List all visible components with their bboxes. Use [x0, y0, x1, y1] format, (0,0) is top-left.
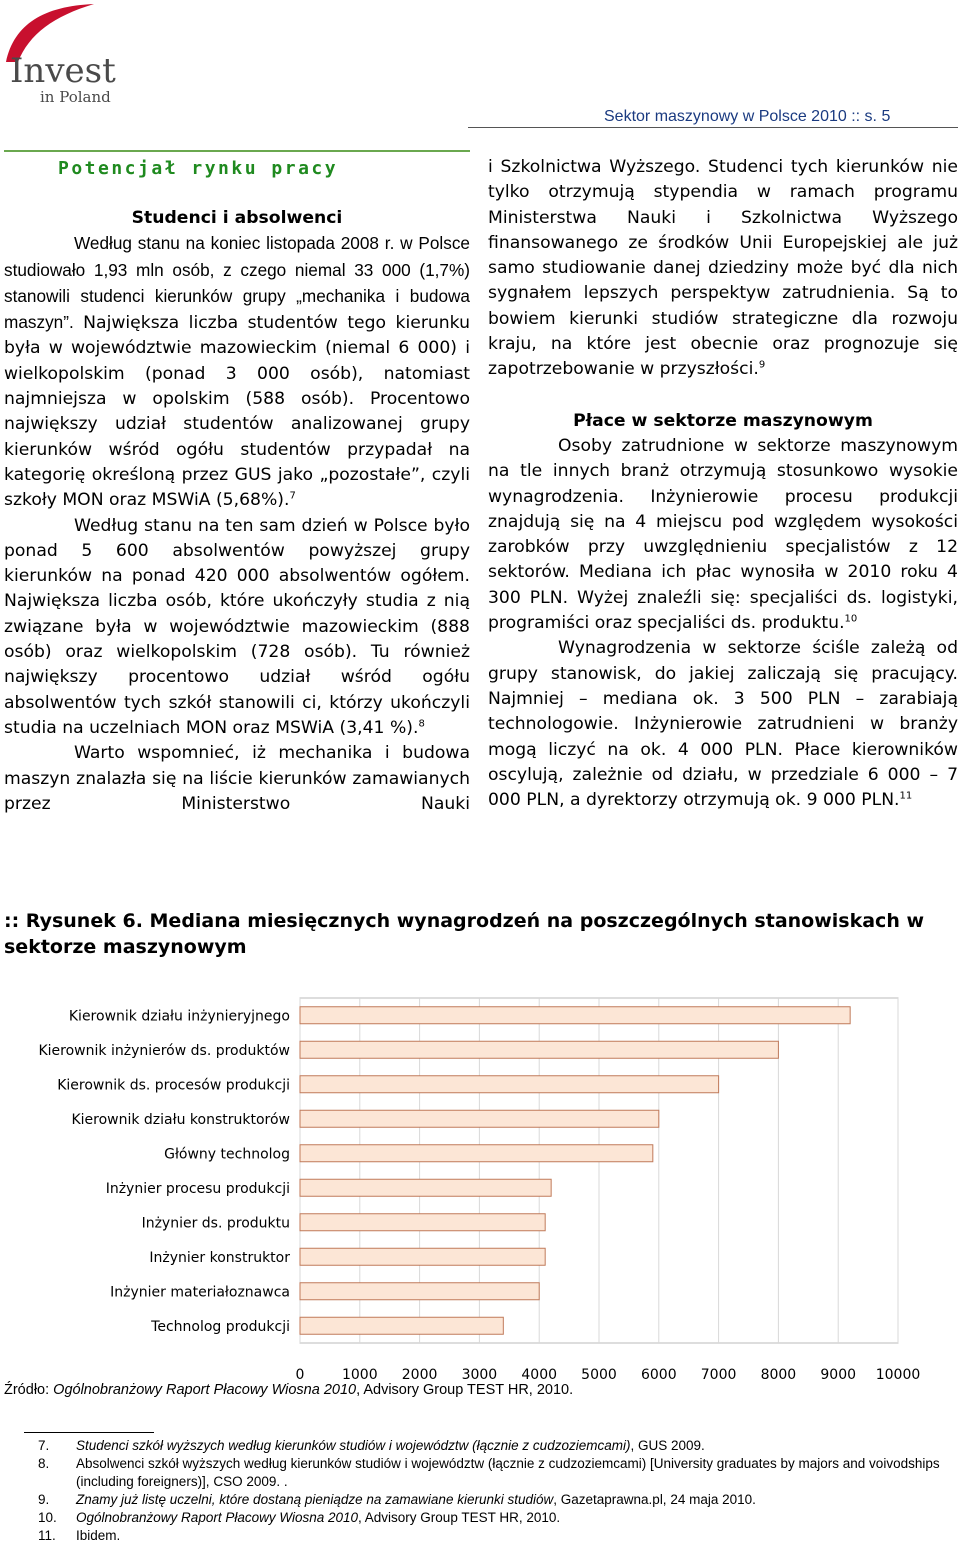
- category-label: Inżynier procesu produkcji: [105, 1180, 290, 1197]
- footnote-ref-10: 10: [844, 613, 858, 625]
- category-label: Inżynier konstruktor: [149, 1249, 290, 1266]
- bar: [300, 1041, 778, 1058]
- source-suffix: , Advisory Group TEST HR, 2010.: [356, 1382, 574, 1398]
- footnote-divider: [24, 1432, 154, 1433]
- bar: [300, 1317, 503, 1334]
- chart-svg: [0, 990, 960, 1390]
- footnote-item: [0, 1437, 940, 1455]
- section-divider: [4, 150, 470, 152]
- category-label: Inżynier materiałoznawca: [110, 1284, 290, 1301]
- category-label: Główny technolog: [164, 1146, 290, 1163]
- footnote-ref-8: 8: [418, 718, 425, 730]
- bar: [300, 1214, 545, 1231]
- x-tick-label: 7000: [700, 1367, 737, 1383]
- logo-text-invest: Invest: [10, 51, 116, 91]
- x-tick-label: 6000: [640, 1367, 677, 1383]
- left-paragraph-2: [4, 514, 470, 742]
- x-tick-label: 2000: [401, 1367, 438, 1383]
- category-label: Kierownik ds. procesów produkcji: [57, 1077, 290, 1094]
- right-paragraph-3: [488, 636, 958, 813]
- logo-text-in-poland: in Poland: [40, 88, 111, 106]
- source-title: Ogólnobranżowy Raport Płacowy Wiosna 2010: [53, 1382, 357, 1398]
- right-paragraph-1-text: i Szkolnictwa Wyższego. Studenci tych kierunków nie tylko otrzymują stypendia w ramach programu Ministerstwa Nauki i Szkolnictwa Wyższego finansowanego ze środków Unii Europejskiej ale już samo studiowanie danej dziedziny może być dla nich sygnałem lepszych perspektyw zatrudnienia. Są to bowiem kierunki studiów strategiczne dla rozwoju kraju, na które jest obecnie oraz prognozuje się zapotrzebowanie w przyszłości.: [488, 157, 958, 380]
- footnote-item: [0, 1527, 940, 1545]
- x-tick-label: 8000: [760, 1367, 797, 1383]
- footnote-text: Absolwenci szkół wyższych według kierunków studiów i województw (łącznie z cudzoziemcami) [University graduates by majors and voivodships (including foreigners)], CSO 2009. .: [76, 1456, 940, 1489]
- x-tick-label: 1000: [341, 1367, 378, 1383]
- left-paragraph-1-a: Według stanu na koniec listopada 2008 r. w Polsce studiowało 1,93 mln osób, z czego niemal 33 000 (1,7%) stanowili studenci kierunków grupy „mechanika i budowa maszyn”.: [4, 233, 470, 333]
- right-heading: Płace w sektorze maszynowym: [573, 410, 873, 431]
- left-paragraph-1-b: Największa liczba studentów tego kierunku była w województwie mazowieckim (niemal 6 000) i wielkopolskim (ponad 3 000 osób), natomiast najmniejsza w opolskim (588 osób). Procentowo największy udział studentów analizowanej grupy kierunków wśród ogółu studentów przypadał na kategorię określoną przez GUS jako „pozostałe”, czyli szkoły MON oraz MSWiA (5,68%).: [4, 313, 470, 511]
- left-paragraph-2-text: Według stanu na ten sam dzień w Polsce było ponad 5 600 absolwentów powyższej grupy kierunków na ponad 420 000 absolwentów ogółem. Największa liczba osób, które ukończyły studia z nią związane była w województwie mazowieckim (888 osób) oraz wielkopolskim (728 osób). Tu również największy procentowo udział wśród ogółu absolwentów tych szkół stanowili ci, którzy ukończyli studia na uczelniach MON oraz MSWiA (3,41 %).: [4, 515, 470, 738]
- bar: [300, 1007, 850, 1024]
- section-title: Potencjał rynku pracy: [58, 158, 339, 179]
- category-label: Kierownik inżynierów ds. produktów: [38, 1042, 290, 1059]
- x-tick-label: 0: [295, 1367, 305, 1383]
- right-column: [488, 155, 958, 813]
- category-label: Inżynier ds. produktu: [141, 1215, 290, 1232]
- footnote-ref-7: 7: [289, 490, 296, 502]
- footnote-number: 11.: [38, 1528, 56, 1543]
- footnote-text: , Advisory Group TEST HR, 2010.: [358, 1510, 561, 1525]
- footnote-text: Ibidem.: [76, 1528, 121, 1543]
- footnote-ref-11: 11: [899, 790, 913, 802]
- footnotes: [0, 1437, 940, 1545]
- left-column: [4, 206, 470, 817]
- bar: [300, 1283, 539, 1300]
- left-paragraph-3: Warto wspomnieć, iż mechanika i budowa maszyn znalazła się na liście kierunków zamawianych przez Ministerstwo Nauki: [4, 743, 470, 814]
- footnote-item: [0, 1491, 940, 1509]
- footnote-text: , Gazetaprawna.pl, 24 maja 2010.: [553, 1492, 756, 1507]
- x-tick-label: 9000: [820, 1367, 857, 1383]
- footnote-number: 8.: [38, 1456, 50, 1471]
- footnote-text: , GUS 2009.: [630, 1438, 705, 1453]
- bar: [300, 1248, 545, 1265]
- category-label: Kierownik działu inżynieryjnego: [68, 1008, 290, 1025]
- right-paragraph-2: [488, 434, 958, 636]
- figure-title: :: Rysunek 6. Mediana miesięcznych wynagrodzeń na poszczególnych stanowiskach w sektorze maszynowym: [4, 910, 925, 958]
- x-tick-label: 3000: [461, 1367, 498, 1383]
- bar: [300, 1076, 719, 1093]
- left-heading: Studenci i absolwenci: [131, 208, 343, 228]
- header-divider: [468, 127, 958, 128]
- footnote-item: [0, 1509, 940, 1527]
- invest-in-poland-logo: [4, 4, 124, 104]
- bar: [300, 1145, 653, 1162]
- x-tick-label: 5000: [581, 1367, 617, 1383]
- running-header: Sektor maszynowy w Polsce 2010 :: s. 5: [604, 108, 891, 125]
- footnote-number: 7.: [38, 1438, 50, 1453]
- x-tick-label: 10000: [875, 1367, 921, 1383]
- footnote-title: Ogólnobranżowy Raport Płacowy Wiosna 2010: [76, 1510, 359, 1525]
- right-paragraph-1: [488, 155, 958, 383]
- right-paragraph-2-text: Osoby zatrudnione w sektorze maszynowym na tle innych branż otrzymują stosunkowo wysokie wynagrodzenia. Inżynierowie procesu produkcji znajdują się na 4 miejscu pod względem wysokości zarobków przy uwzględnieniu specjalistów z 12 sektorów. Mediana ich płac wynosiła w 2010 roku 4 300 PLN. Wyżej znaleźli się: specjaliści ds. logistyki, programiści oraz specjaliści ds. produktu.: [488, 435, 958, 634]
- category-label: Kierownik działu konstruktorów: [71, 1111, 290, 1128]
- x-tick-label: 4000: [521, 1367, 558, 1383]
- footnote-number: 9.: [38, 1492, 50, 1507]
- bar: [300, 1110, 659, 1127]
- footnote-item: [0, 1455, 940, 1491]
- chart-source: [4, 1382, 573, 1398]
- category-label: Technolog produkcji: [151, 1318, 290, 1335]
- bar: [300, 1179, 551, 1196]
- footnote-title: Studenci szkół wyższych według kierunków studiów i województw (łącznie z cudzoziemcami): [76, 1438, 631, 1453]
- footnote-title: Znamy już listę uczelni, które dostaną pieniądze na zamawiane kierunki studiów: [76, 1492, 554, 1507]
- salary-bar-chart: [0, 990, 960, 1390]
- source-prefix: Źródło:: [4, 1382, 54, 1398]
- left-paragraph-1: [4, 231, 470, 513]
- right-paragraph-3-text: Wynagrodzenia w sektorze ściśle zależą od grupy stanowisk, do jakiej zaliczają się pracujący. Najmniej – mediana ok. 3 500 PLN – zarabiają technologowie. Inżynierowie zatrudnieni w branży mogą liczyć na ok. 4 000 PLN. Płace kierowników oscylują, zależnie od działu, w przedziale 6 000 – 7 000 PLN, a dyrektorzy otrzymują ok. 9 000 PLN.: [488, 638, 958, 811]
- footnote-number: 10.: [38, 1510, 57, 1525]
- footnote-ref-9: 9: [758, 359, 766, 371]
